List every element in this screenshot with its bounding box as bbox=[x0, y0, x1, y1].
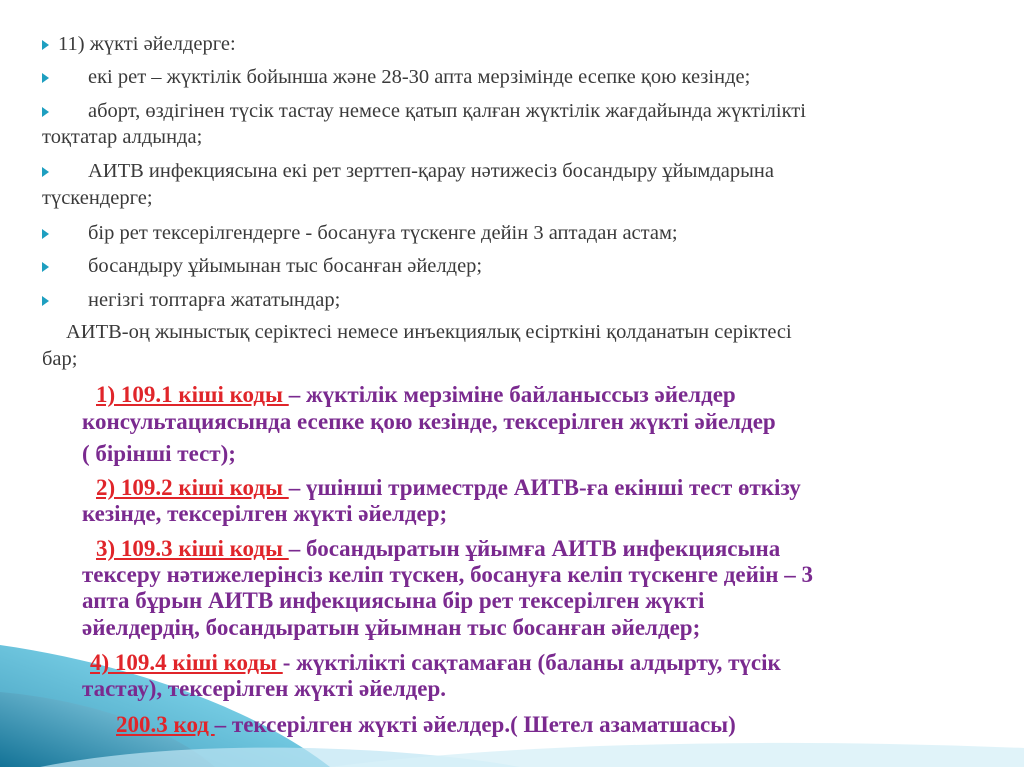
bullet-arrow-icon bbox=[42, 167, 49, 177]
code-line: апта бұрын АИТВ инфекциясына бір рет тексерілген жүкті bbox=[82, 588, 705, 613]
list-item-text: 11) жүкті әйелдерге: bbox=[58, 33, 236, 55]
code-description: – жүктілік мерзіміне байланыссыз әйелдер bbox=[288, 382, 736, 407]
code-line bbox=[96, 474, 801, 502]
code-line: әйелдердің, босандыратын ұйымнан тыс босанған әйелдер; bbox=[82, 615, 701, 640]
list-item bbox=[42, 98, 806, 124]
list-item bbox=[42, 253, 482, 279]
code-line bbox=[96, 535, 780, 563]
list-item-text: бір рет тексерілгендерге - босануға түскенге дейін 3 аптадан астам; bbox=[88, 222, 678, 244]
code-description: - жүктілікті сақтамаған (баланы алдырту, түсік bbox=[282, 650, 781, 675]
code-description: – босандыратын ұйымға АИТВ инфекциясына bbox=[288, 536, 781, 561]
code-line: тастау), тексерілген жүкті әйелдер. bbox=[82, 676, 447, 701]
list-item-text: АИТВ инфекциясына екі рет зерттеп-қарау нәтижесіз босандыру ұйымдарына bbox=[88, 160, 774, 182]
code-line: кезінде, тексерілген жүкті әйелдер; bbox=[82, 501, 448, 526]
code-description: – тексерілген жүкті әйелдер.( Шетел азаматшасы) bbox=[214, 712, 736, 737]
list-item-text: негізгі топтарға жататындар; bbox=[88, 289, 341, 311]
code-description: – үшінші триместрде АИТВ-ға екінші тест өткізу bbox=[288, 475, 801, 500]
bullet-arrow-icon bbox=[42, 40, 49, 50]
bullet-arrow-icon bbox=[42, 73, 49, 83]
list-item-text: екі рет – жүктілік бойынша және 28-30 апта мерзімінде есепке қою кезінде; bbox=[88, 66, 751, 88]
code-label: 4) 109.4 кіші коды bbox=[90, 650, 283, 675]
bullet-arrow-icon bbox=[42, 107, 49, 117]
list-item-text: аборт, өздігінен түсік тастау немесе қатып қалған жүктілік жағдайында жүктілікті bbox=[88, 100, 806, 122]
partner-paragraph-line: АИТВ-оң жыныстық серіктесі немесе инъекциялық есірткіні қолданатын серіктесі bbox=[66, 321, 792, 343]
list-item-continuation: тоқтатар алдында; bbox=[42, 126, 203, 148]
code-line: тексеру нәтижелерінсіз келіп түскен, босануға келіп түскенге дейін – 3 bbox=[82, 562, 813, 587]
code-label: 3) 109.3 кіші коды bbox=[96, 536, 289, 561]
code-label: 1) 109.1 кіші коды bbox=[96, 382, 289, 407]
code-label: 200.3 код bbox=[116, 712, 215, 737]
list-item bbox=[42, 287, 340, 313]
code-line bbox=[96, 381, 736, 409]
list-item-text: босандыру ұйымынан тыс босанған әйелдер; bbox=[88, 255, 483, 277]
code-line: консультациясында есепке қою кезінде, тексерілген жүкті әйелдер bbox=[82, 409, 776, 434]
list-item-continuation: түскендерге; bbox=[42, 187, 153, 209]
list-item bbox=[42, 220, 678, 246]
code-label: 2) 109.2 кіші коды bbox=[96, 475, 289, 500]
bullet-arrow-icon bbox=[42, 229, 49, 239]
bullet-arrow-icon bbox=[42, 262, 49, 272]
partner-paragraph-line: бар; bbox=[42, 348, 78, 370]
list-item bbox=[42, 158, 774, 184]
bullet-arrow-icon bbox=[42, 296, 49, 306]
code-line: ( бірінші тест); bbox=[82, 441, 236, 466]
code-line bbox=[116, 711, 736, 739]
code-line bbox=[90, 649, 781, 677]
list-item bbox=[42, 31, 236, 57]
list-item bbox=[42, 64, 750, 90]
